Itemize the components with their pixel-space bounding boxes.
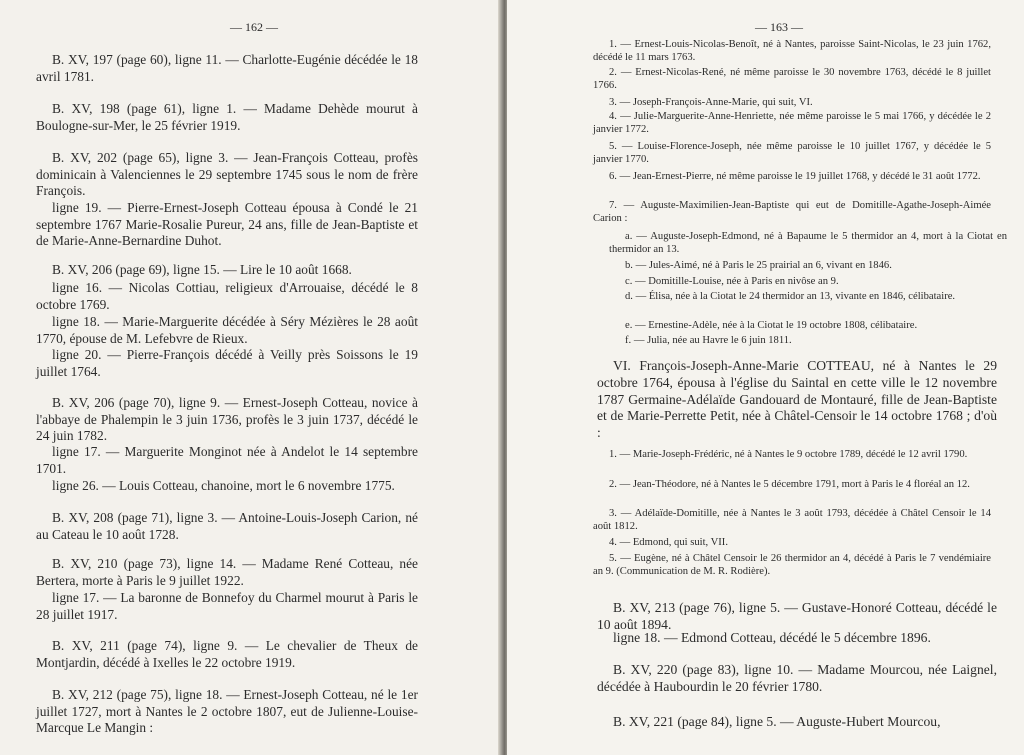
child-entry: 4. — Julie-Marguerite-Anne-Henriette, née même paroisse le 5 mai 1766, y décédée le 2 janvier 1772. xyxy=(593,111,991,136)
child-entry: 4. — Edmond, qui suit, VII. xyxy=(609,537,728,548)
child-entry: 3. — Adélaïde-Domitille, née à Nantes le 3 août 1793, décédée à Châtel Censoir le 14 août 1812. xyxy=(593,508,991,533)
right-page xyxy=(507,0,1024,755)
grandchild-entry: c. — Domitille-Louise, née à Paris en nivôse an 9. xyxy=(625,276,839,287)
child-entry: 2. — Ernest-Nicolas-René, né même paroisse le 30 novembre 1763, décédé le 8 juillet 1766. xyxy=(593,67,991,92)
entry: B. XV, 198 (page 61), ligne 1. — Madame Dehède mourut à Boulogne-sur-Mer, le 25 février 1919. xyxy=(36,101,418,133)
page-number-right: — 163 — xyxy=(755,20,803,34)
entry: B. XV, 212 (page 75), ligne 18. — Ernest-Joseph Cotteau, né le 1er juillet 1727, mort à Nantes le 2 octobre 1807, eut de Julienne-Louise-Marcque Le Mangin : xyxy=(36,687,418,736)
entry: ligne 17. — La baronne de Bonnefoy du Charmel mourut à Paris le 28 juillet 1917. xyxy=(36,590,418,622)
entry: B. XV, 213 (page 76), ligne 5. — Gustave-Honoré Cotteau, décédé le 10 août 1894. xyxy=(597,600,997,632)
entry: B. XV, 206 (page 70), ligne 9. — Ernest-Joseph Cotteau, novice à l'abbaye de Phalempin le 3 juin 1736, profès le 3 juin 1737, décédé le 24 juin 1782. xyxy=(36,395,418,444)
grandchild-entry: e. — Ernestine-Adèle, née à la Ciotat le 19 octobre 1808, célibataire. xyxy=(625,320,918,331)
entry: B. XV, 208 (page 71), ligne 3. — Antoine-Louis-Joseph Carion, né au Cateau le 10 août 1728. xyxy=(36,510,418,542)
left-page xyxy=(0,0,505,755)
page-number-left: — 162 — xyxy=(230,20,278,34)
entry: ligne 26. — Louis Cotteau, chanoine, mort le 6 novembre 1775. xyxy=(52,478,395,493)
child-entry: 3. — Joseph-François-Anne-Marie, qui suit, VI. xyxy=(609,97,813,108)
entry: ligne 19. — Pierre-Ernest-Joseph Cotteau épousa à Condé le 21 septembre 1767 Marie-Rosalie Pureur, 24 ans, fille de Jean-Baptiste et de Marie-Anne-Bernardine Duhot. xyxy=(36,200,418,249)
entry: ligne 16. — Nicolas Cottiau, religieux d'Arrouaise, décédé le 8 octobre 1769. xyxy=(36,280,418,312)
entry: ligne 20. — Pierre-François décédé à Veilly près Soissons le 19 juillet 1764. xyxy=(36,347,418,379)
child-entry: 5. — Louise-Florence-Joseph, née même paroisse le 10 juillet 1767, y décédée le 5 janvier 1770. xyxy=(593,141,991,166)
child-entry: 6. — Jean-Ernest-Pierre, né même paroisse le 19 juillet 1768, y décédé le 31 août 1772. xyxy=(609,171,981,182)
entry: B. XV, 210 (page 73), ligne 14. — Madame René Cotteau, née Bertera, morte à Paris le 9 juillet 1922. xyxy=(36,556,418,588)
child-entry: 2. — Jean-Théodore, né à Nantes le 5 décembre 1791, mort à Paris le 4 floréal an 12. xyxy=(609,479,970,490)
child-entry: 7. — Auguste-Maximilien-Jean-Baptiste qui eut de Domitille-Agathe-Joseph-Aimée Carion : xyxy=(593,200,991,225)
entry: B. XV, 206 (page 69), ligne 15. — Lire le 10 août 1668. xyxy=(52,262,352,277)
entry: B. XV, 221 (page 84), ligne 5. — Auguste-Hubert Mourcou, xyxy=(613,714,941,729)
grandchild-entry: f. — Julia, née au Havre le 6 juin 1811. xyxy=(625,335,792,346)
entry: B. XV, 197 (page 60), ligne 11. — Charlotte-Eugénie décédée le 18 avril 1781. xyxy=(36,52,418,84)
entry: ligne 18. — Marie-Marguerite décédée à Séry Mézières le 28 août 1770, épouse de M. Lefebvre de Rieux. xyxy=(36,314,418,346)
entry: B. XV, 211 (page 74), ligne 9. — Le chevalier de Theux de Montjardin, décédé à Ixelles le 22 octobre 1919. xyxy=(36,638,418,670)
child-entry: 1. — Marie-Joseph-Frédéric, né à Nantes le 9 octobre 1789, décédé le 12 avril 1790. xyxy=(609,449,968,460)
child-entry: 5. — Eugène, né à Châtel Censoir le 26 thermidor an 4, décédé à Paris le 7 vendémiaire an 9. (Communication de M. R. Rodière). xyxy=(593,553,991,578)
entry: B. XV, 220 (page 83), ligne 10. — Madame Mourcou, née Laignel, décédée à Haubourdin le 20 février 1780. xyxy=(597,662,997,694)
child-entry: 1. — Ernest-Louis-Nicolas-Benoît, né à Nantes, paroisse Saint-Nicolas, le 23 juin 1762, décédé le 11 mars 1763. xyxy=(593,39,991,64)
grandchild-entry: d. — Élisa, née à la Ciotat le 24 thermidor an 13, vivante en 1846, célibataire. xyxy=(625,291,956,302)
grandchild-entry: b. — Jules-Aimé, né à Paris le 25 prairial an 6, vivant en 1846. xyxy=(625,260,892,271)
section-vi: VI. François-Joseph-Anne-Marie COTTEAU, né à Nantes le 29 octobre 1764, épousa à l'église du Saintal en cette ville le 12 novembre 1787 Germaine-Adélaïde Gandouard de Montauré, fille de Jean-Baptiste et de Marie-Perrette Petit, née à Châtel-Censoir le 14 octobre 1768 ; d'où : xyxy=(597,358,997,441)
grandchild-entry: a. — Auguste-Joseph-Edmond, né à Bapaume le 5 thermidor an 4, mort à la Ciotat en thermidor an 13. xyxy=(609,231,1007,256)
entry: B. XV, 202 (page 65), ligne 3. — Jean-François Cotteau, profès dominicain à Valenciennes le 29 septembre 1745 sous le nom de frère François. xyxy=(36,150,418,199)
entry: ligne 18. — Edmond Cotteau, décédé le 5 décembre 1896. xyxy=(613,630,931,645)
entry: ligne 17. — Marguerite Monginot née à Andelot le 14 septembre 1701. xyxy=(36,444,418,476)
